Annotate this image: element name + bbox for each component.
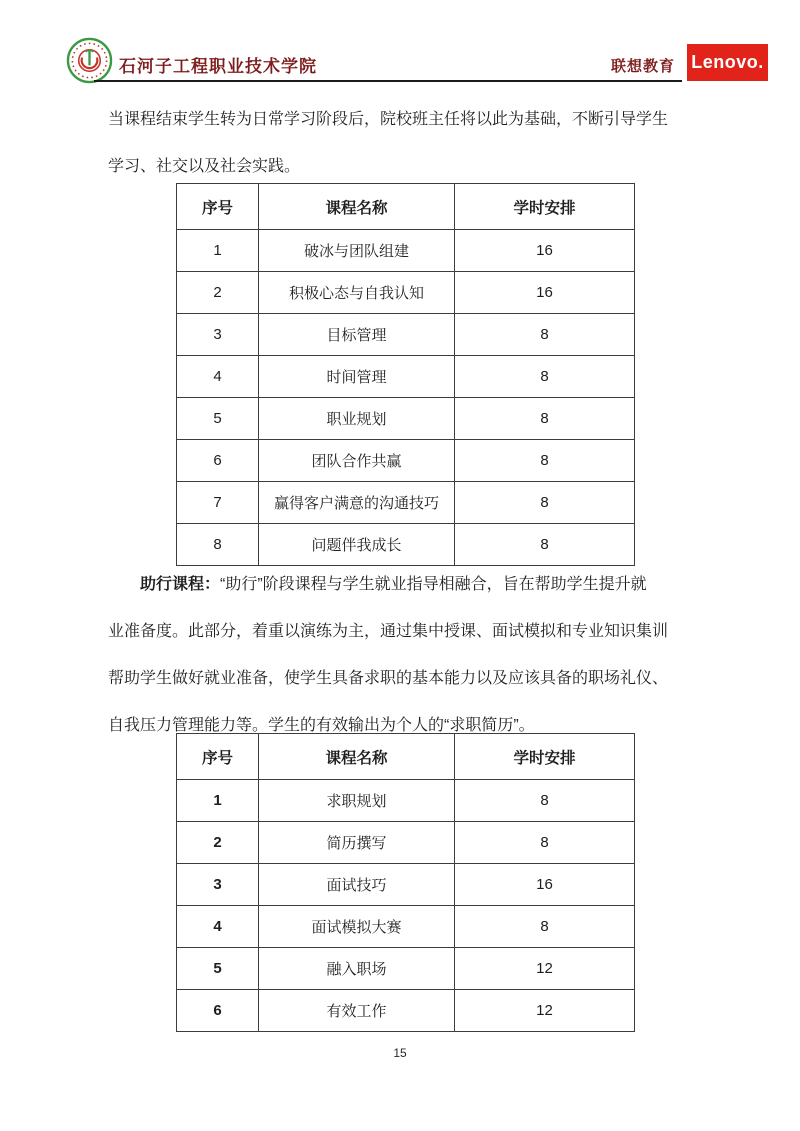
table-cell: 8: [455, 356, 635, 398]
table-cell: 3: [177, 314, 259, 356]
table-cell: 8: [177, 524, 259, 566]
table-cell: 1: [177, 780, 259, 822]
table-row: [177, 948, 635, 990]
lenovo-logo-text: Lenovo.: [691, 52, 764, 72]
paragraph-line: [108, 561, 708, 608]
paragraph-line: 业准备度。此部分，着重以演练为主，通过集中授课、面试模拟和专业知识集训: [108, 623, 669, 640]
table-header-cell: 课程名称: [259, 734, 455, 780]
table-cell: 4: [177, 356, 259, 398]
table-row: [177, 780, 635, 822]
table-cell: 时间管理: [259, 356, 455, 398]
course-table-2: [176, 733, 635, 1032]
table-cell: 2: [177, 822, 259, 864]
table-header-row: [177, 184, 635, 230]
paragraph-line: 学习、社交以及社会实践。: [108, 158, 301, 175]
page-number: 15: [393, 1046, 407, 1060]
table-cell: 1: [177, 230, 259, 272]
table-row: [177, 230, 635, 272]
table-cell: 8: [455, 906, 635, 948]
table-cell: 问题伴我成长: [259, 524, 455, 566]
school-name: 石河子工程职业技术学院: [119, 57, 317, 76]
table-cell: 赢得客户满意的沟通技巧: [259, 482, 455, 524]
table-row: [177, 906, 635, 948]
table-cell: 8: [455, 440, 635, 482]
paragraph-line: 当课程结束学生转为日常学习阶段后，院校班主任将以此为基础，不断引导学生: [108, 111, 669, 128]
paragraph-zhuxing: [108, 561, 708, 749]
paragraph-line: 自我压力管理能力等。学生的有效输出为个人的“求职简历”。: [108, 717, 535, 734]
table-cell: 面试模拟大赛: [259, 906, 455, 948]
table-row: [177, 482, 635, 524]
table-cell: 2: [177, 272, 259, 314]
table-cell: 12: [455, 948, 635, 990]
table-cell: 7: [177, 482, 259, 524]
table-cell: 8: [455, 524, 635, 566]
table-row: [177, 864, 635, 906]
lenovo-logo: [687, 44, 768, 81]
table-cell: 6: [177, 990, 259, 1032]
table-cell: 有效工作: [259, 990, 455, 1032]
table-row: [177, 314, 635, 356]
table-row: [177, 524, 635, 566]
table-cell: 积极心态与自我认知: [259, 272, 455, 314]
table-header-cell: 课程名称: [259, 184, 455, 230]
table-cell: 团队合作共赢: [259, 440, 455, 482]
table-cell: 面试技巧: [259, 864, 455, 906]
table-cell: 5: [177, 948, 259, 990]
table-header-cell: 学时安排: [455, 734, 635, 780]
header-rule: [94, 80, 682, 82]
table-row: [177, 272, 635, 314]
table-cell: 8: [455, 780, 635, 822]
table-header-cell: 序号: [177, 184, 259, 230]
course-table-1: [176, 183, 635, 566]
table-row: [177, 440, 635, 482]
table-cell: 简历撰写: [259, 822, 455, 864]
table-cell: 16: [455, 272, 635, 314]
table-cell: 16: [455, 230, 635, 272]
table-cell: 8: [455, 314, 635, 356]
table-header-row: [177, 734, 635, 780]
school-seal-icon: [66, 37, 113, 84]
table-cell: 8: [455, 822, 635, 864]
table-cell: 5: [177, 398, 259, 440]
paragraph-line-text: “助行”阶段课程与学生就业指导相融合，旨在帮助学生提升就: [220, 576, 647, 593]
table-cell: 职业规划: [259, 398, 455, 440]
table-row: [177, 990, 635, 1032]
table-cell: 目标管理: [259, 314, 455, 356]
table-header-cell: 学时安排: [455, 184, 635, 230]
table-cell: 8: [455, 482, 635, 524]
table-row: [177, 822, 635, 864]
table-cell: 3: [177, 864, 259, 906]
table-cell: 12: [455, 990, 635, 1032]
paragraph-line: 帮助学生做好就业准备，使学生具备求职的基本能力以及应该具备的职场礼仪、: [108, 670, 669, 687]
table-cell: 求职规划: [259, 780, 455, 822]
table-cell: 融入职场: [259, 948, 455, 990]
table-cell: 6: [177, 440, 259, 482]
table-cell: 破冰与团队组建: [259, 230, 455, 272]
paragraph-lead: 助行课程：: [140, 576, 221, 593]
table-cell: 8: [455, 398, 635, 440]
table-row: [177, 398, 635, 440]
table-cell: 16: [455, 864, 635, 906]
lenovo-education-label: 联想教育: [611, 58, 676, 75]
table-row: [177, 356, 635, 398]
table-cell: 4: [177, 906, 259, 948]
table-header-cell: 序号: [177, 734, 259, 780]
paragraph-intro: [108, 96, 708, 190]
